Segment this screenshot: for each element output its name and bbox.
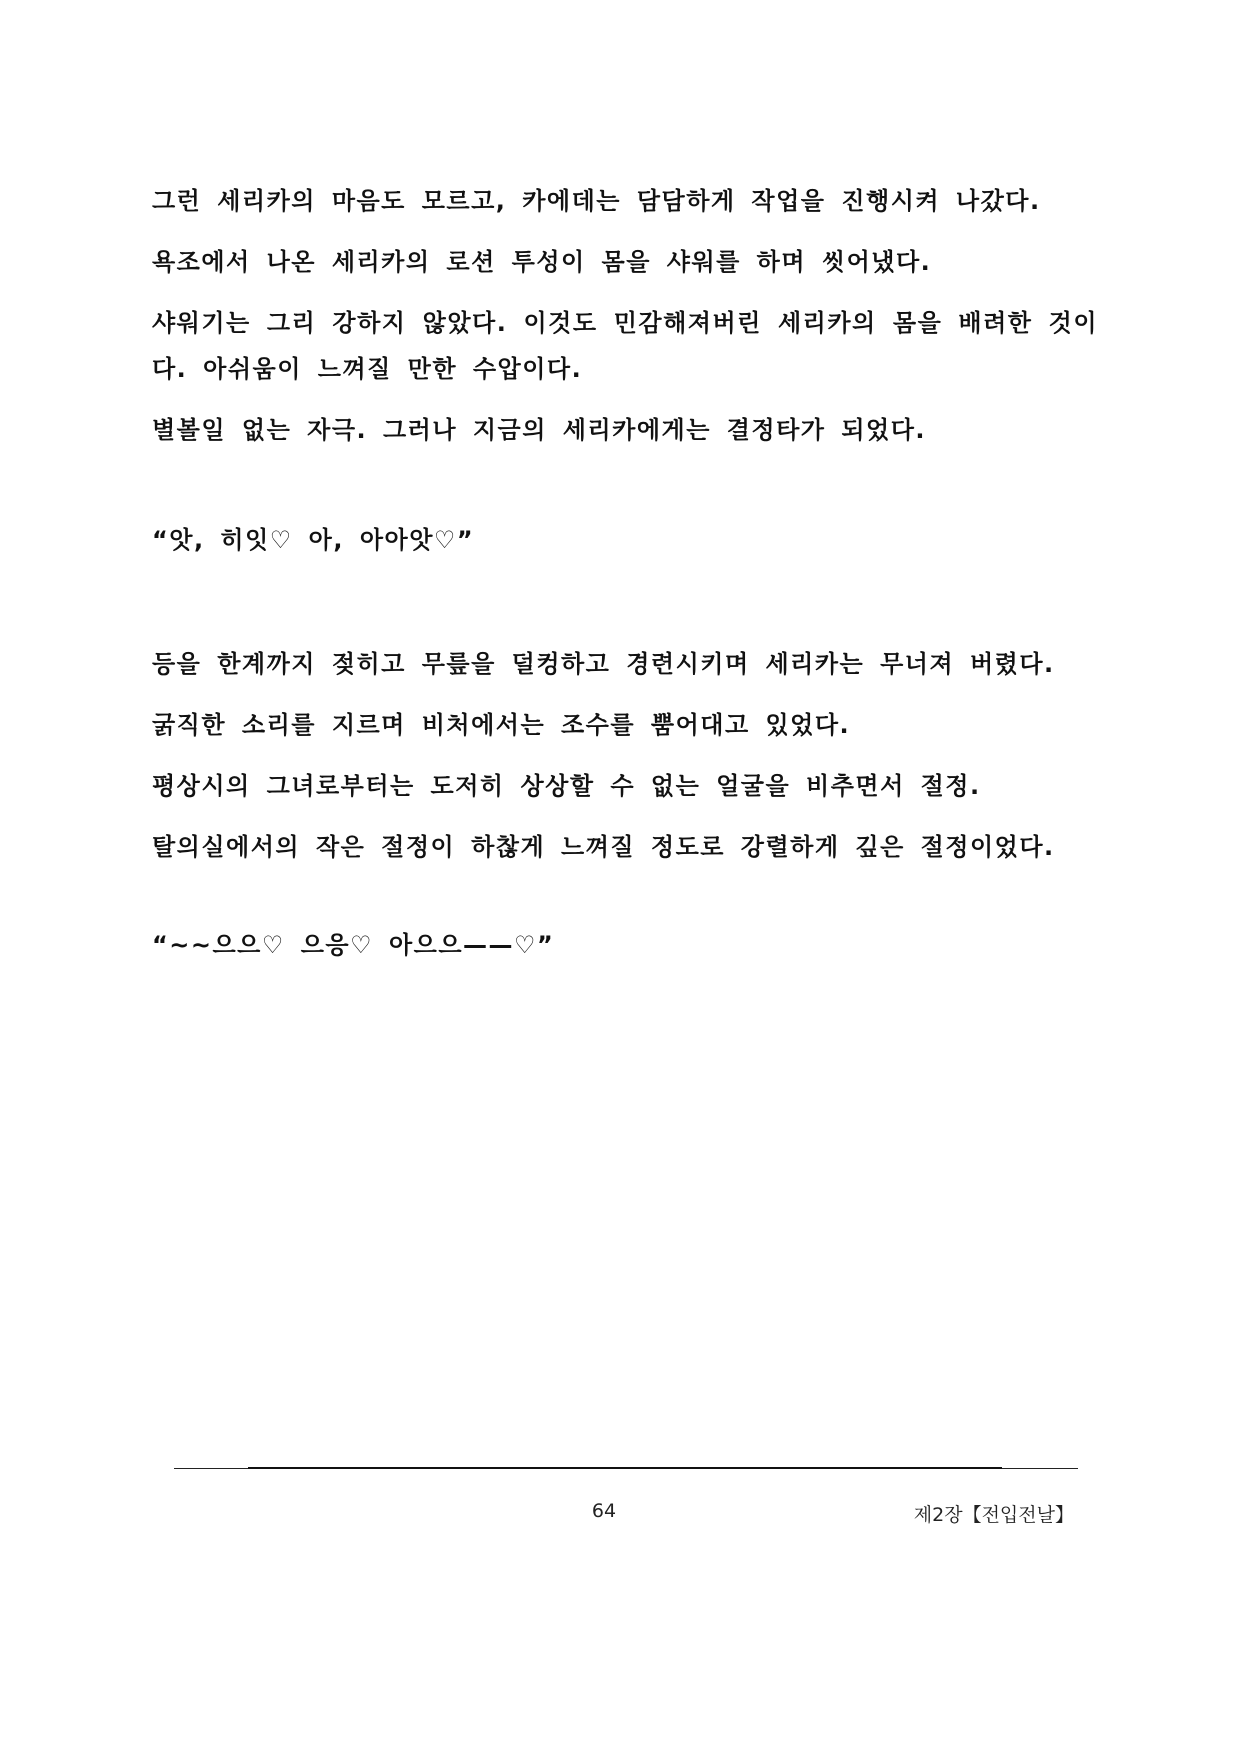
paragraph: 샤워기는 그리 강하지 않았다. 이것도 민감해져버린 세리카의 몸을 배려한 것이다. 아쉬움이 느껴질 만한 수압이다. <box>152 309 1098 383</box>
paragraph: 탈의실에서의 작은 절정이 하찮게 느껴질 정도로 강렬하게 깊은 절정이었다. <box>152 833 1055 861</box>
dialogue-line: “~~으으♡ 으응♡ 아으으——♡” <box>152 931 555 959</box>
paragraph: 평상시의 그녀로부터는 도저히 상상할 수 없는 얼굴을 비추면서 절정. <box>152 772 981 800</box>
page-number: 64 <box>591 1500 617 1522</box>
dialogue-line: “앗, 히잇♡ 아, 아아앗♡” <box>152 526 475 554</box>
chapter-label: 제2장【전입전날】 <box>913 1504 1074 1526</box>
page-body <box>152 178 1098 1046</box>
footer-divider-accent <box>248 1467 1002 1469</box>
paragraph: 등을 한계까지 젖히고 무릎을 덜컹하고 경련시키며 세리카는 무너져 버렸다. <box>152 650 1055 678</box>
paragraph: 굵직한 소리를 지르며 비처에서는 조수를 뿜어대고 있었다. <box>152 711 851 739</box>
paragraph: 욕조에서 나온 세리카의 로션 투성이 몸을 샤워를 하며 씻어냈다. <box>152 248 932 276</box>
paragraph: 그런 세리카의 마음도 모르고, 카에데는 담담하게 작업을 진행시켜 나갔다. <box>152 187 1041 215</box>
paragraph: 별볼일 없는 자극. 그러나 지금의 세리카에게는 결정타가 되었다. <box>152 416 927 444</box>
